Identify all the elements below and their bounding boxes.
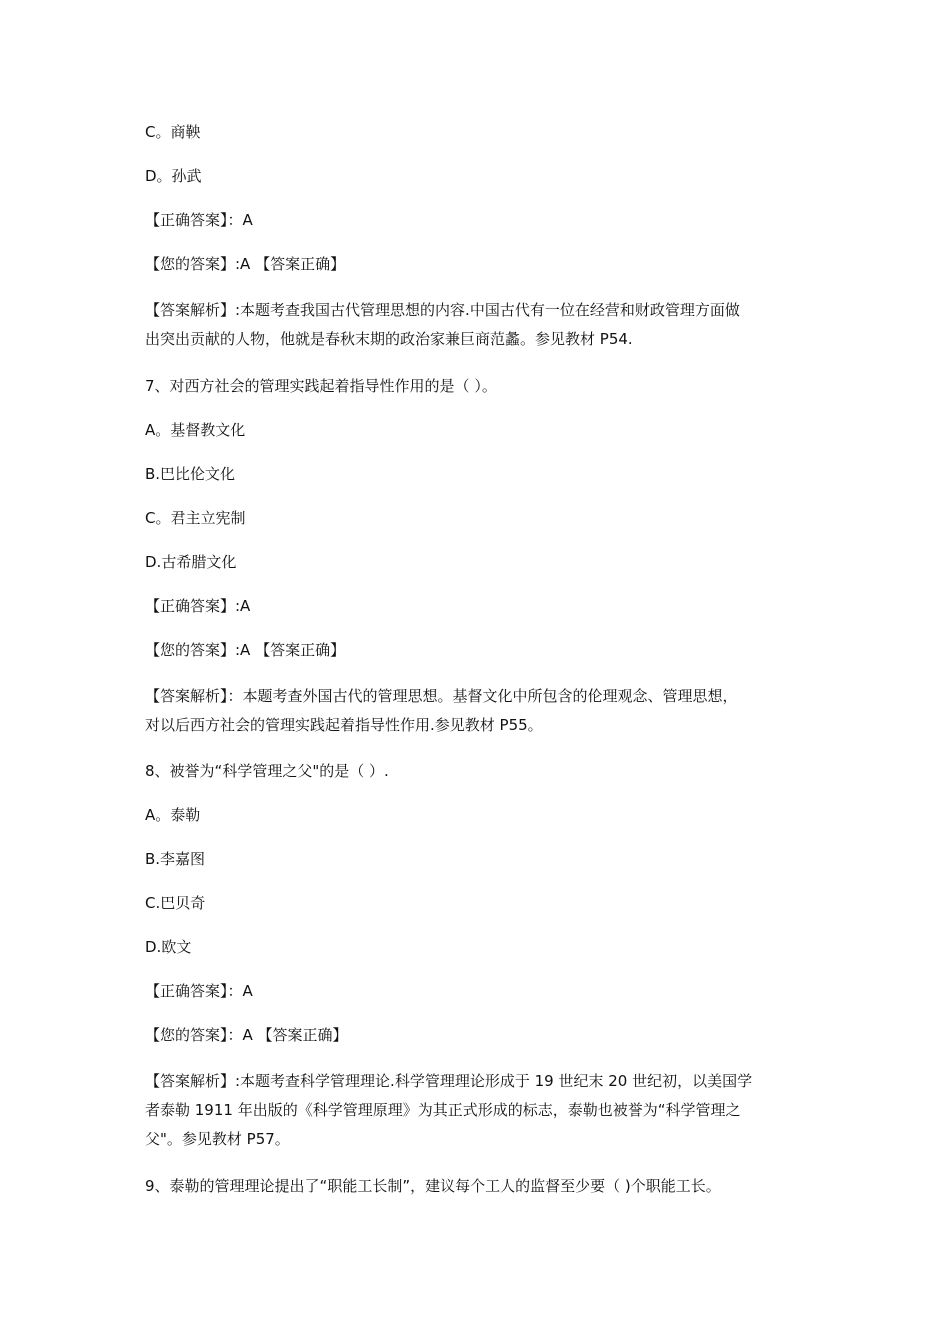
option-b: B.巴比伦文化 xyxy=(145,464,236,483)
correct-answer: 【正确答案】：A xyxy=(145,211,253,229)
option-c: C。商鞅 xyxy=(145,123,201,141)
question-9: 9、泰勒的管理理论提出了“职能工长制”，建议每个工人的监督至少要（ )个职能工长。 xyxy=(145,1176,721,1195)
explanation-line: 对以后西方社会的管理实践起着指导性作用.参见教材 P55。 xyxy=(145,715,543,734)
explanation-line: 【答案解析】:本题考查科学管理理论.科学管理理论形成于 19 世纪末 20 世纪初，以美国学 xyxy=(145,1072,753,1090)
option-d: D.欧文 xyxy=(145,938,192,956)
question-8: 8、被誉为“科学管理之父"的是（ ）. xyxy=(145,762,389,780)
explanation-line: 【答案解析】：本题考查外国古代的管理思想。基督文化中所包含的伦理观念、管理思想， xyxy=(145,686,738,705)
answer-explanation xyxy=(145,682,810,740)
explanation-line: 父"。参见教材 P57。 xyxy=(145,1130,290,1148)
your-answer: 【您的答案】:A 【答案正确】 xyxy=(145,255,346,273)
answer-explanation xyxy=(145,1067,810,1154)
option-d: D。孙武 xyxy=(145,167,202,185)
option-a: A。泰勒 xyxy=(145,806,201,824)
explanation-line: 出突出贡献的人物，他就是春秋末期的政治家兼巨商范蠡。参见教材 P54. xyxy=(145,330,633,348)
question-7: 7、对西方社会的管理实践起着指导性作用的是（ ）。 xyxy=(145,376,497,395)
your-answer: 【您的答案】:A 【答案正确】 xyxy=(145,640,346,659)
document-body xyxy=(145,120,810,1218)
option-d: D.古希腊文化 xyxy=(145,552,237,571)
option-a: A。基督教文化 xyxy=(145,420,246,439)
explanation-line: 【答案解析】:本题考查我国古代管理思想的内容.中国古代有一位在经营和财政管理方面做 xyxy=(145,301,740,319)
answer-explanation xyxy=(145,296,810,354)
correct-answer: 【正确答案】：A xyxy=(145,982,253,1000)
option-c: C。君主立宪制 xyxy=(145,508,246,527)
option-c: C.巴贝奇 xyxy=(145,894,206,912)
correct-answer: 【正确答案】:A xyxy=(145,596,251,615)
explanation-line: 者泰勒 1911 年出版的《科学管理原理》为其正式形成的标志，泰勒也被誉为“科学管理之 xyxy=(145,1101,741,1119)
option-b: B.李嘉图 xyxy=(145,850,206,868)
your-answer: 【您的答案】：A 【答案正确】 xyxy=(145,1026,348,1044)
